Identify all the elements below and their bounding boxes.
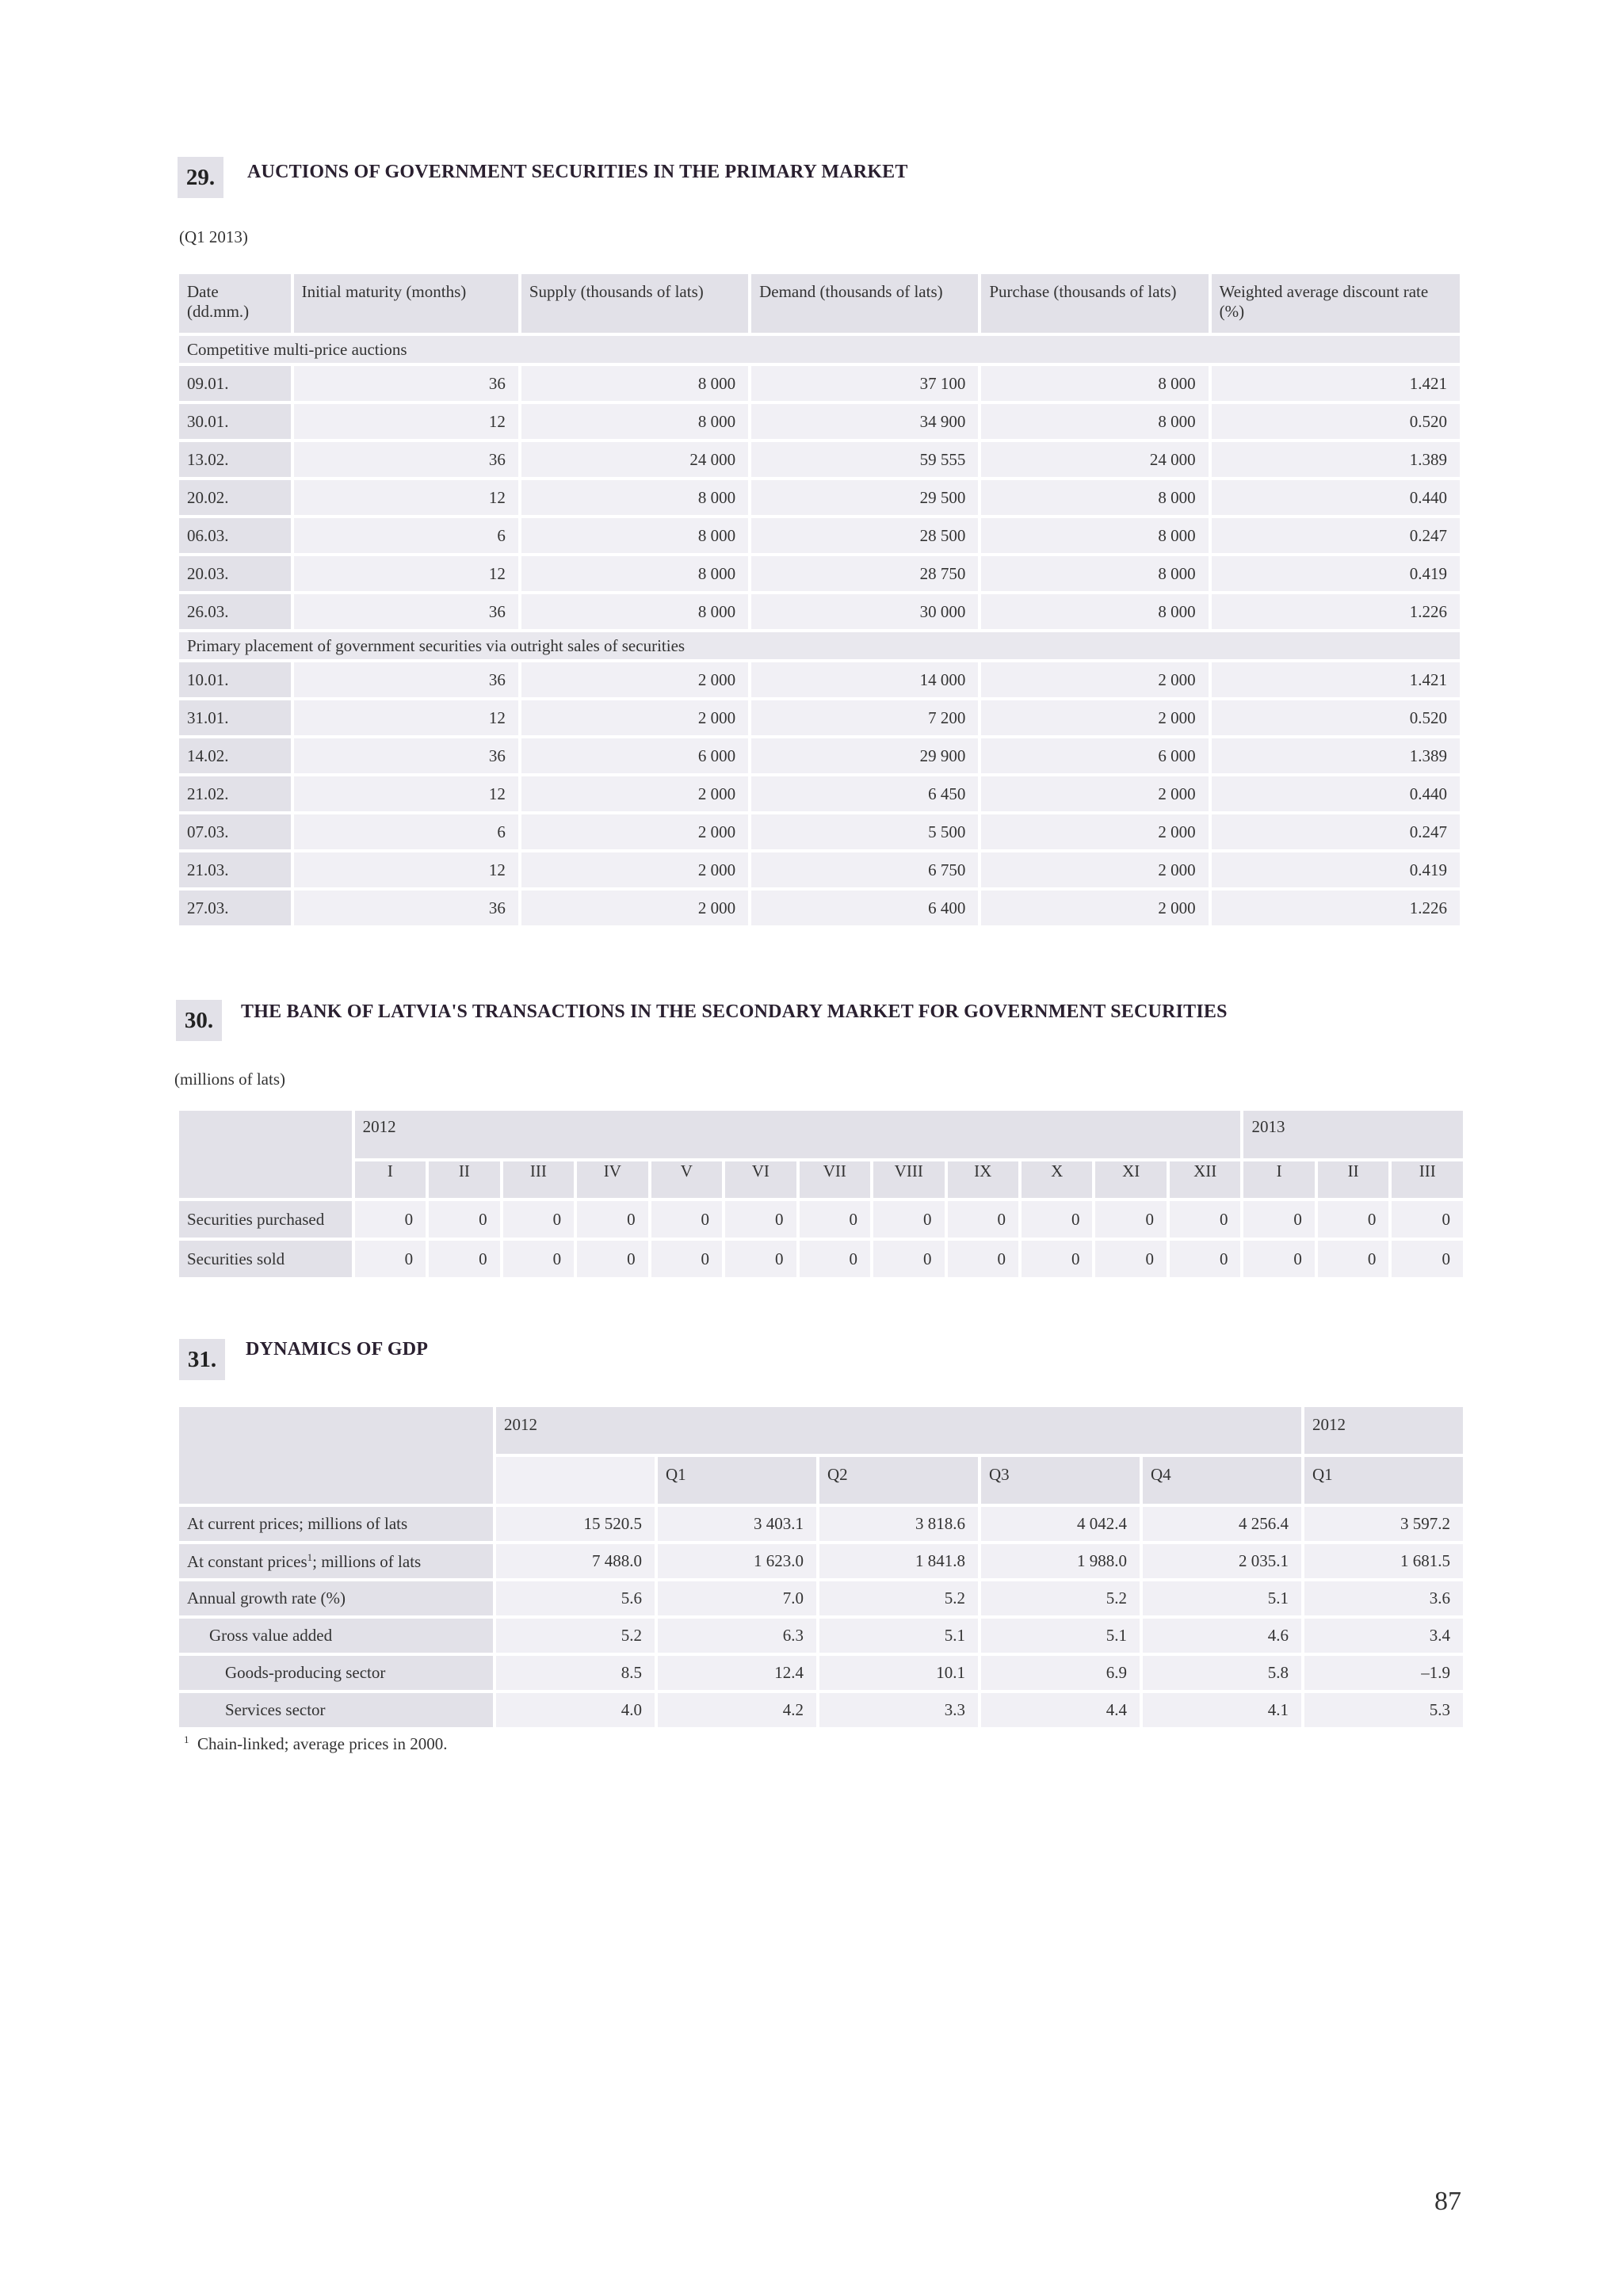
row-value: 2 000: [981, 814, 1208, 849]
table-row: [179, 814, 1460, 849]
row-value: 0: [429, 1201, 499, 1238]
table-row: [179, 852, 1460, 887]
section-29-number: 29.: [178, 157, 223, 198]
row-label-text: At current prices; millions of lats: [187, 1514, 408, 1533]
row-date: 13.02.: [179, 442, 291, 477]
row-value: 36: [294, 594, 518, 629]
gdp-years-row: [179, 1407, 1463, 1454]
row-label: [179, 1619, 493, 1653]
row-value: 12: [294, 480, 518, 515]
secondary-market-table: [176, 1108, 1466, 1280]
row-value: 4 042.4: [981, 1507, 1140, 1541]
row-value: 8 000: [521, 480, 748, 515]
row-value: 0.440: [1212, 776, 1460, 811]
row-value: 3.6: [1304, 1581, 1463, 1615]
row-value: 0: [1243, 1241, 1314, 1277]
row-value: 12.4: [658, 1656, 816, 1690]
row-value: 29 500: [751, 480, 978, 515]
row-value: 2 000: [521, 700, 748, 735]
row-value: 0: [355, 1241, 426, 1277]
row-value: 2 000: [521, 662, 748, 697]
row-value: 3 818.6: [819, 1507, 978, 1541]
row-value: 0: [429, 1241, 499, 1277]
row-value: 8 000: [981, 404, 1208, 439]
gdp-corner-cell: [179, 1407, 493, 1504]
table-row: [179, 1656, 1463, 1690]
row-date: 06.03.: [179, 518, 291, 553]
table-row: [179, 594, 1460, 629]
row-value: 8.5: [496, 1656, 655, 1690]
row-value: 2 000: [981, 776, 1208, 811]
table-row: [179, 738, 1460, 773]
month-header: VI: [725, 1161, 796, 1198]
row-value: 8 000: [981, 556, 1208, 591]
row-value: 1.226: [1212, 891, 1460, 925]
row-value: 8 000: [981, 366, 1208, 401]
row-value: 0: [948, 1201, 1018, 1238]
row-label: [179, 1656, 493, 1690]
row-value: 36: [294, 366, 518, 401]
row-value: 5.1: [819, 1619, 978, 1653]
table-row: [179, 480, 1460, 515]
row-value: 2 000: [981, 700, 1208, 735]
gdp-q3-header: Q3: [981, 1457, 1140, 1504]
row-label: [179, 1507, 493, 1541]
row-value: 28 500: [751, 518, 978, 553]
row-value: 0: [1318, 1241, 1388, 1277]
row-value: 36: [294, 891, 518, 925]
row-label: [179, 1693, 493, 1727]
row-date: 27.03.: [179, 891, 291, 925]
row-value: 3 403.1: [658, 1507, 816, 1541]
header-demand: Demand (thousands of lats): [751, 274, 978, 333]
row-value: 3.4: [1304, 1619, 1463, 1653]
row-value: 24 000: [981, 442, 1208, 477]
row-value: 30 000: [751, 594, 978, 629]
gdp-annual-blank: [496, 1457, 655, 1504]
row-value: 2 000: [521, 814, 748, 849]
table-row: [179, 1507, 1463, 1541]
row-value: 0: [651, 1201, 722, 1238]
row-value: 0: [651, 1241, 722, 1277]
row-label-rest: ; millions of lats: [312, 1551, 422, 1571]
row-value: 0: [1243, 1201, 1314, 1238]
row-value: 0: [1170, 1201, 1240, 1238]
auctions-header-row: [179, 274, 1460, 333]
row-date: 09.01.: [179, 366, 291, 401]
row-value: 10.1: [819, 1656, 978, 1690]
auctions-table: [176, 271, 1463, 929]
row-value: 0.440: [1212, 480, 1460, 515]
row-value: 1.421: [1212, 366, 1460, 401]
row-value: 6 450: [751, 776, 978, 811]
row-value: 0: [1392, 1201, 1463, 1238]
row-value: 3.3: [819, 1693, 978, 1727]
row-value: 0.247: [1212, 814, 1460, 849]
row-label-text: Annual growth rate (%): [187, 1589, 346, 1608]
row-value: 5.2: [981, 1581, 1140, 1615]
page-number: 87: [1434, 2187, 1461, 2216]
row-value: 8 000: [981, 518, 1208, 553]
month-header: II: [1318, 1161, 1388, 1198]
row-value: 4.2: [658, 1693, 816, 1727]
header-maturity: Initial maturity (months): [294, 274, 518, 333]
row-value: 0: [355, 1201, 426, 1238]
row-value: 1 841.8: [819, 1544, 978, 1578]
row-value: 1.389: [1212, 738, 1460, 773]
row-value: 0: [577, 1201, 647, 1238]
row-value: 0: [800, 1241, 870, 1277]
row-value: 15 520.5: [496, 1507, 655, 1541]
table-row: [179, 404, 1460, 439]
row-value: 1.421: [1212, 662, 1460, 697]
row-value: 3 597.2: [1304, 1507, 1463, 1541]
row-value: 5.1: [981, 1619, 1140, 1653]
row-value: 5 500: [751, 814, 978, 849]
row-value: 4.6: [1143, 1619, 1301, 1653]
row-value: 24 000: [521, 442, 748, 477]
row-value: 6 400: [751, 891, 978, 925]
table-row: [179, 556, 1460, 591]
section-31-number: 31.: [179, 1339, 225, 1380]
row-label: Securities purchased: [179, 1201, 352, 1238]
header-discount-rate: Weighted average discount rate (%): [1212, 274, 1460, 333]
row-value: 2 000: [521, 852, 748, 887]
row-date: 31.01.: [179, 700, 291, 735]
row-value: 12: [294, 404, 518, 439]
row-date: 21.02.: [179, 776, 291, 811]
row-value: 1 623.0: [658, 1544, 816, 1578]
row-value: 1.226: [1212, 594, 1460, 629]
month-header: VII: [800, 1161, 870, 1198]
year-2012-header: 2012: [355, 1111, 1241, 1158]
month-header: X: [1022, 1161, 1092, 1198]
row-value: 59 555: [751, 442, 978, 477]
section-30-unit: (millions of lats): [174, 1070, 285, 1089]
row-value: 37 100: [751, 366, 978, 401]
table-row: [179, 1241, 1463, 1277]
row-date: 20.02.: [179, 480, 291, 515]
row-value: 12: [294, 776, 518, 811]
section-29-period: (Q1 2013): [179, 227, 248, 246]
row-value: 5.6: [496, 1581, 655, 1615]
row-value: 0.419: [1212, 556, 1460, 591]
month-header: XI: [1095, 1161, 1166, 1198]
row-value: 7 200: [751, 700, 978, 735]
row-value: 14 000: [751, 662, 978, 697]
month-header: II: [429, 1161, 499, 1198]
section-29-title: AUCTIONS OF GOVERNMENT SECURITIES IN THE PRIMARY MARKET: [247, 162, 908, 182]
row-value: 28 750: [751, 556, 978, 591]
gdp-q4-header: Q4: [1143, 1457, 1301, 1504]
row-value: 0: [873, 1241, 944, 1277]
row-label-text: Services sector: [225, 1700, 326, 1719]
row-value: 6: [294, 518, 518, 553]
row-value: 0.520: [1212, 700, 1460, 735]
gdp-year-2012b-header: 2012: [1304, 1407, 1463, 1454]
month-header: I: [1243, 1161, 1314, 1198]
row-value: 0: [725, 1241, 796, 1277]
gdp-q1-header: Q1: [658, 1457, 816, 1504]
table-row: [179, 662, 1460, 697]
month-header: VIII: [873, 1161, 944, 1198]
row-value: 0.520: [1212, 404, 1460, 439]
row-value: 5.8: [1143, 1656, 1301, 1690]
gdp-footnote: [184, 1733, 447, 1754]
row-value: 5.2: [496, 1619, 655, 1653]
row-date: 30.01.: [179, 404, 291, 439]
row-value: 8 000: [521, 366, 748, 401]
row-value: 0.419: [1212, 852, 1460, 887]
row-value: 0: [948, 1241, 1018, 1277]
row-date: 20.03.: [179, 556, 291, 591]
row-value: 0: [1170, 1241, 1240, 1277]
row-value: 2 000: [521, 891, 748, 925]
group-row: [179, 336, 1460, 363]
row-value: 0: [1392, 1241, 1463, 1277]
row-value: 12: [294, 700, 518, 735]
row-value: 12: [294, 556, 518, 591]
row-value: 0: [577, 1241, 647, 1277]
row-date: 21.03.: [179, 852, 291, 887]
table-row: [179, 1619, 1463, 1653]
row-value: 4.4: [981, 1693, 1140, 1727]
row-value: 0: [873, 1201, 944, 1238]
row-value: 7 488.0: [496, 1544, 655, 1578]
row-value: 36: [294, 662, 518, 697]
section-30-number: 30.: [176, 1000, 222, 1041]
row-value: 0: [503, 1201, 574, 1238]
header-purchase: Purchase (thousands of lats): [981, 274, 1208, 333]
table-row: [179, 1581, 1463, 1615]
table-row: [179, 442, 1460, 477]
years-row: [179, 1111, 1463, 1158]
row-value: 1 988.0: [981, 1544, 1140, 1578]
row-value: 4 256.4: [1143, 1507, 1301, 1541]
months-row: [179, 1161, 1463, 1198]
table-row: [179, 891, 1460, 925]
row-value: 0: [1022, 1241, 1092, 1277]
month-header: III: [503, 1161, 574, 1198]
group-label: Competitive multi-price auctions: [179, 336, 1460, 363]
row-value: 0.247: [1212, 518, 1460, 553]
row-date: 07.03.: [179, 814, 291, 849]
row-value: 4.1: [1143, 1693, 1301, 1727]
row-value: 5.2: [819, 1581, 978, 1615]
gdp-q1-last-header: Q1: [1304, 1457, 1463, 1504]
row-label-text: At constant prices: [187, 1551, 307, 1571]
row-value: 8 000: [521, 404, 748, 439]
gdp-table: [176, 1404, 1466, 1730]
row-value: 36: [294, 738, 518, 773]
month-header: I: [355, 1161, 426, 1198]
row-date: 14.02.: [179, 738, 291, 773]
section-30-title: THE BANK OF LATVIA'S TRANSACTIONS IN THE SECONDARY MARKET FOR GOVERNMENT SECURITIES: [241, 1001, 1228, 1022]
row-value: 6 000: [521, 738, 748, 773]
row-value: 6.3: [658, 1619, 816, 1653]
header-date: Date (dd.mm.): [179, 274, 291, 333]
footnote-ref: 1: [307, 1550, 313, 1563]
corner-cell: [179, 1111, 352, 1198]
row-value: 6 000: [981, 738, 1208, 773]
header-supply: Supply (thousands of lats): [521, 274, 748, 333]
year-2013-header: 2013: [1243, 1111, 1463, 1158]
row-value: 8 000: [521, 518, 748, 553]
row-label: [179, 1544, 493, 1578]
row-value: 8 000: [981, 480, 1208, 515]
gdp-year-2012-header: 2012: [496, 1407, 1301, 1454]
row-value: 0: [1318, 1201, 1388, 1238]
row-value: 0: [503, 1241, 574, 1277]
row-value: 6: [294, 814, 518, 849]
row-value: 8 000: [521, 556, 748, 591]
row-value: 0: [1095, 1201, 1166, 1238]
row-value: 0: [725, 1201, 796, 1238]
table-row: [179, 518, 1460, 553]
section-31-title: DYNAMICS OF GDP: [246, 1339, 429, 1360]
row-value: 0: [1022, 1201, 1092, 1238]
table-row: [179, 366, 1460, 401]
table-row: [179, 1693, 1463, 1727]
table-row: [179, 700, 1460, 735]
footnote-mark: 1: [184, 1733, 189, 1745]
row-value: 8 000: [521, 594, 748, 629]
row-value: 2 000: [981, 891, 1208, 925]
table-row: [179, 1544, 1463, 1578]
row-value: 8 000: [981, 594, 1208, 629]
month-header: XII: [1170, 1161, 1240, 1198]
row-value: 6 750: [751, 852, 978, 887]
group-label: Primary placement of government securities via outright sales of securities: [179, 632, 1460, 659]
month-header: IV: [577, 1161, 647, 1198]
row-value: 1.389: [1212, 442, 1460, 477]
row-value: 36: [294, 442, 518, 477]
row-value: 2 035.1: [1143, 1544, 1301, 1578]
row-value: 7.0: [658, 1581, 816, 1615]
row-value: 4.0: [496, 1693, 655, 1727]
row-value: –1.9: [1304, 1656, 1463, 1690]
group-row: [179, 632, 1460, 659]
row-value: 5.1: [1143, 1581, 1301, 1615]
row-value: 6.9: [981, 1656, 1140, 1690]
month-header: IX: [948, 1161, 1018, 1198]
row-value: 0: [800, 1201, 870, 1238]
footnote-text: Chain-linked; average prices in 2000.: [197, 1734, 448, 1753]
row-value: 5.3: [1304, 1693, 1463, 1727]
row-label-text: Goods-producing sector: [225, 1663, 386, 1682]
row-value: 2 000: [981, 662, 1208, 697]
row-date: 10.01.: [179, 662, 291, 697]
gdp-q2-header: Q2: [819, 1457, 978, 1504]
row-value: 2 000: [521, 776, 748, 811]
month-header: III: [1392, 1161, 1463, 1198]
row-label: [179, 1581, 493, 1615]
row-value: 34 900: [751, 404, 978, 439]
table-row: [179, 1201, 1463, 1238]
month-header: V: [651, 1161, 722, 1198]
row-value: 29 900: [751, 738, 978, 773]
row-value: 12: [294, 852, 518, 887]
table-row: [179, 776, 1460, 811]
row-value: 0: [1095, 1241, 1166, 1277]
row-label-text: Gross value added: [209, 1626, 333, 1645]
row-label: Securities sold: [179, 1241, 352, 1277]
row-value: 2 000: [981, 852, 1208, 887]
row-value: 1 681.5: [1304, 1544, 1463, 1578]
row-date: 26.03.: [179, 594, 291, 629]
